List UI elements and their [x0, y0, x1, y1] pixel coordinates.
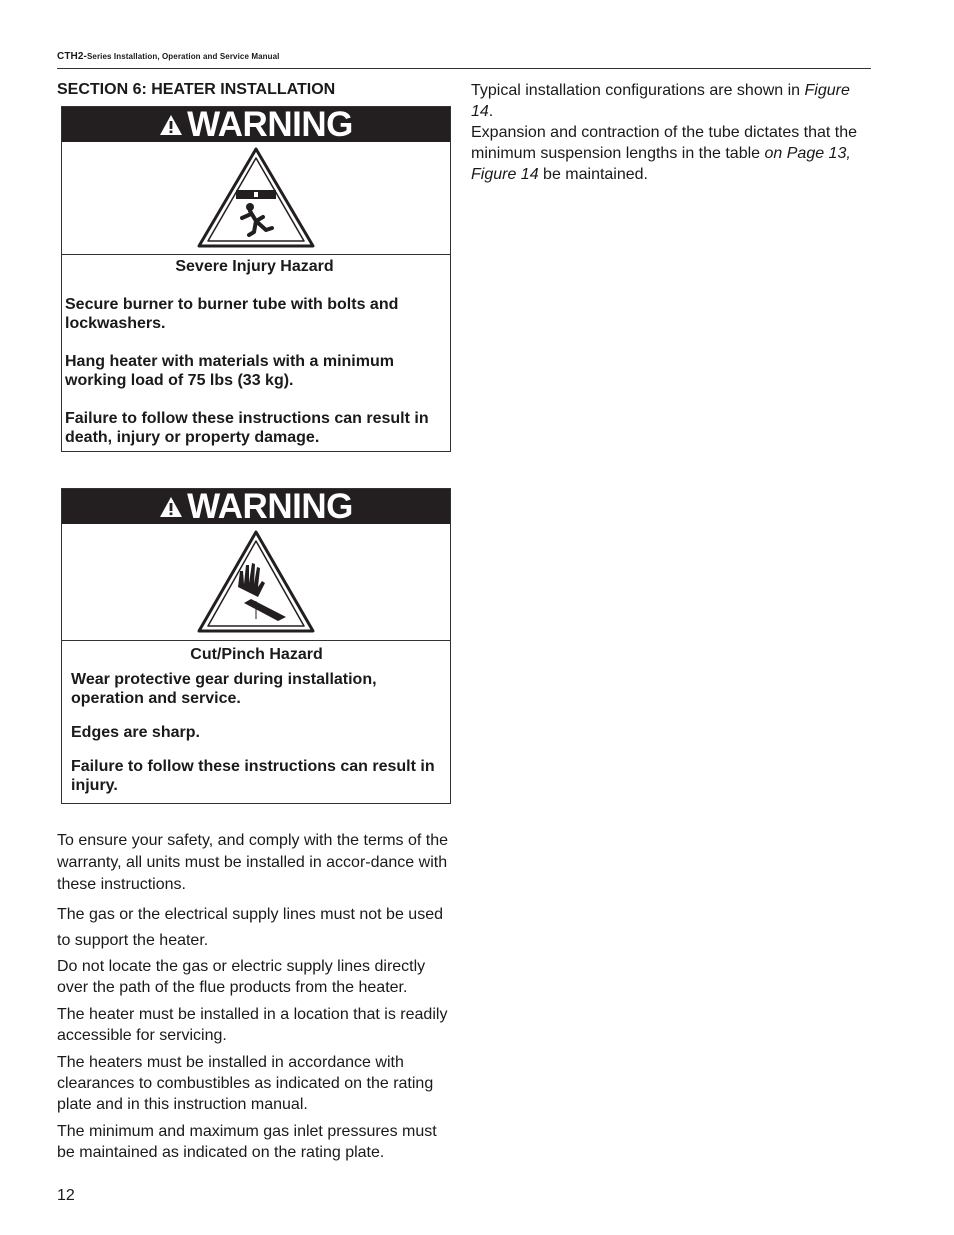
warning-line: Failure to follow these instructions can result in death, injury or property damage.	[65, 410, 429, 446]
warning-banner	[62, 104, 450, 144]
header-rule	[57, 68, 871, 69]
falling-load-icon	[196, 146, 316, 250]
hazard-title: Severe Injury Hazard	[175, 258, 334, 275]
body-text: .	[488, 103, 494, 120]
installation-configurations	[471, 80, 871, 185]
body-paragraph: The heaters must be installed in accordance with clearances to combustibles as indicated on the rating plate and in this instruction manual.	[57, 1054, 434, 1113]
doc-code: CTH2-	[57, 51, 87, 62]
body-paragraph: Do not locate the gas or electric supply lines directly over the path of the flue products from the heater.	[57, 958, 426, 996]
hazard-title: Cut/Pinch Hazard	[190, 646, 323, 663]
alert-triangle-icon	[159, 114, 183, 136]
section-title: SECTION 6: HEATER INSTALLATION	[57, 81, 336, 98]
warning-box-cut-pinch	[61, 488, 451, 804]
warning-line: Edges are sharp.	[71, 724, 200, 741]
pictogram-area	[62, 524, 450, 641]
figure-reference-link[interactable]: Figure 14	[471, 82, 850, 120]
pictogram-area	[62, 142, 450, 255]
doc-title-installation: Installation,	[111, 52, 162, 61]
installation-requirements	[57, 830, 457, 1169]
body-text: Typical installation configurations are shown in	[471, 82, 805, 99]
warning-text	[62, 255, 450, 451]
warning-banner	[62, 486, 450, 526]
running-header	[57, 51, 279, 62]
page-reference-link[interactable]: on Page 13, Figure 14	[471, 145, 851, 183]
doc-title-rest: Operation and Service Manual	[161, 52, 280, 61]
warning-line: Hang heater with materials with a minimum working load of 75 lbs (33 kg).	[65, 353, 394, 389]
body-text: Expansion and contraction of the tube dictates that the minimum suspension lengths in the table	[471, 124, 858, 162]
warning-banner-label: WARNING	[187, 104, 353, 144]
body-paragraph: The minimum and maximum gas inlet pressures must be maintained as indicated on the rating plate.	[57, 1123, 437, 1161]
body-text: be maintained.	[538, 166, 648, 183]
doc-title-series: Series	[86, 52, 112, 61]
warning-line: Wear protective gear during installation, operation and service.	[71, 671, 377, 707]
alert-triangle-icon	[159, 496, 183, 518]
body-paragraph: To ensure your safety, and comply with the terms of the warranty, all units must be installed in accor-dance with these instructions.	[57, 832, 448, 893]
body-paragraph	[471, 80, 871, 122]
body-paragraph: The heater must be installed in a location that is readily accessible for servicing.	[57, 1006, 448, 1044]
cut-hand-icon	[196, 529, 316, 635]
body-paragraph: The gas or the electrical supply lines must not be used to support the heater.	[57, 906, 443, 949]
warning-line: Failure to follow these instructions can result in injury.	[71, 758, 435, 794]
warning-box-severe-injury	[61, 106, 451, 452]
warning-banner-label: WARNING	[187, 486, 353, 526]
warning-text	[62, 641, 450, 803]
warning-line: Secure burner to burner tube with bolts and lockwashers.	[65, 296, 399, 332]
body-paragraph	[471, 122, 871, 185]
page-number: 12	[57, 1187, 75, 1204]
